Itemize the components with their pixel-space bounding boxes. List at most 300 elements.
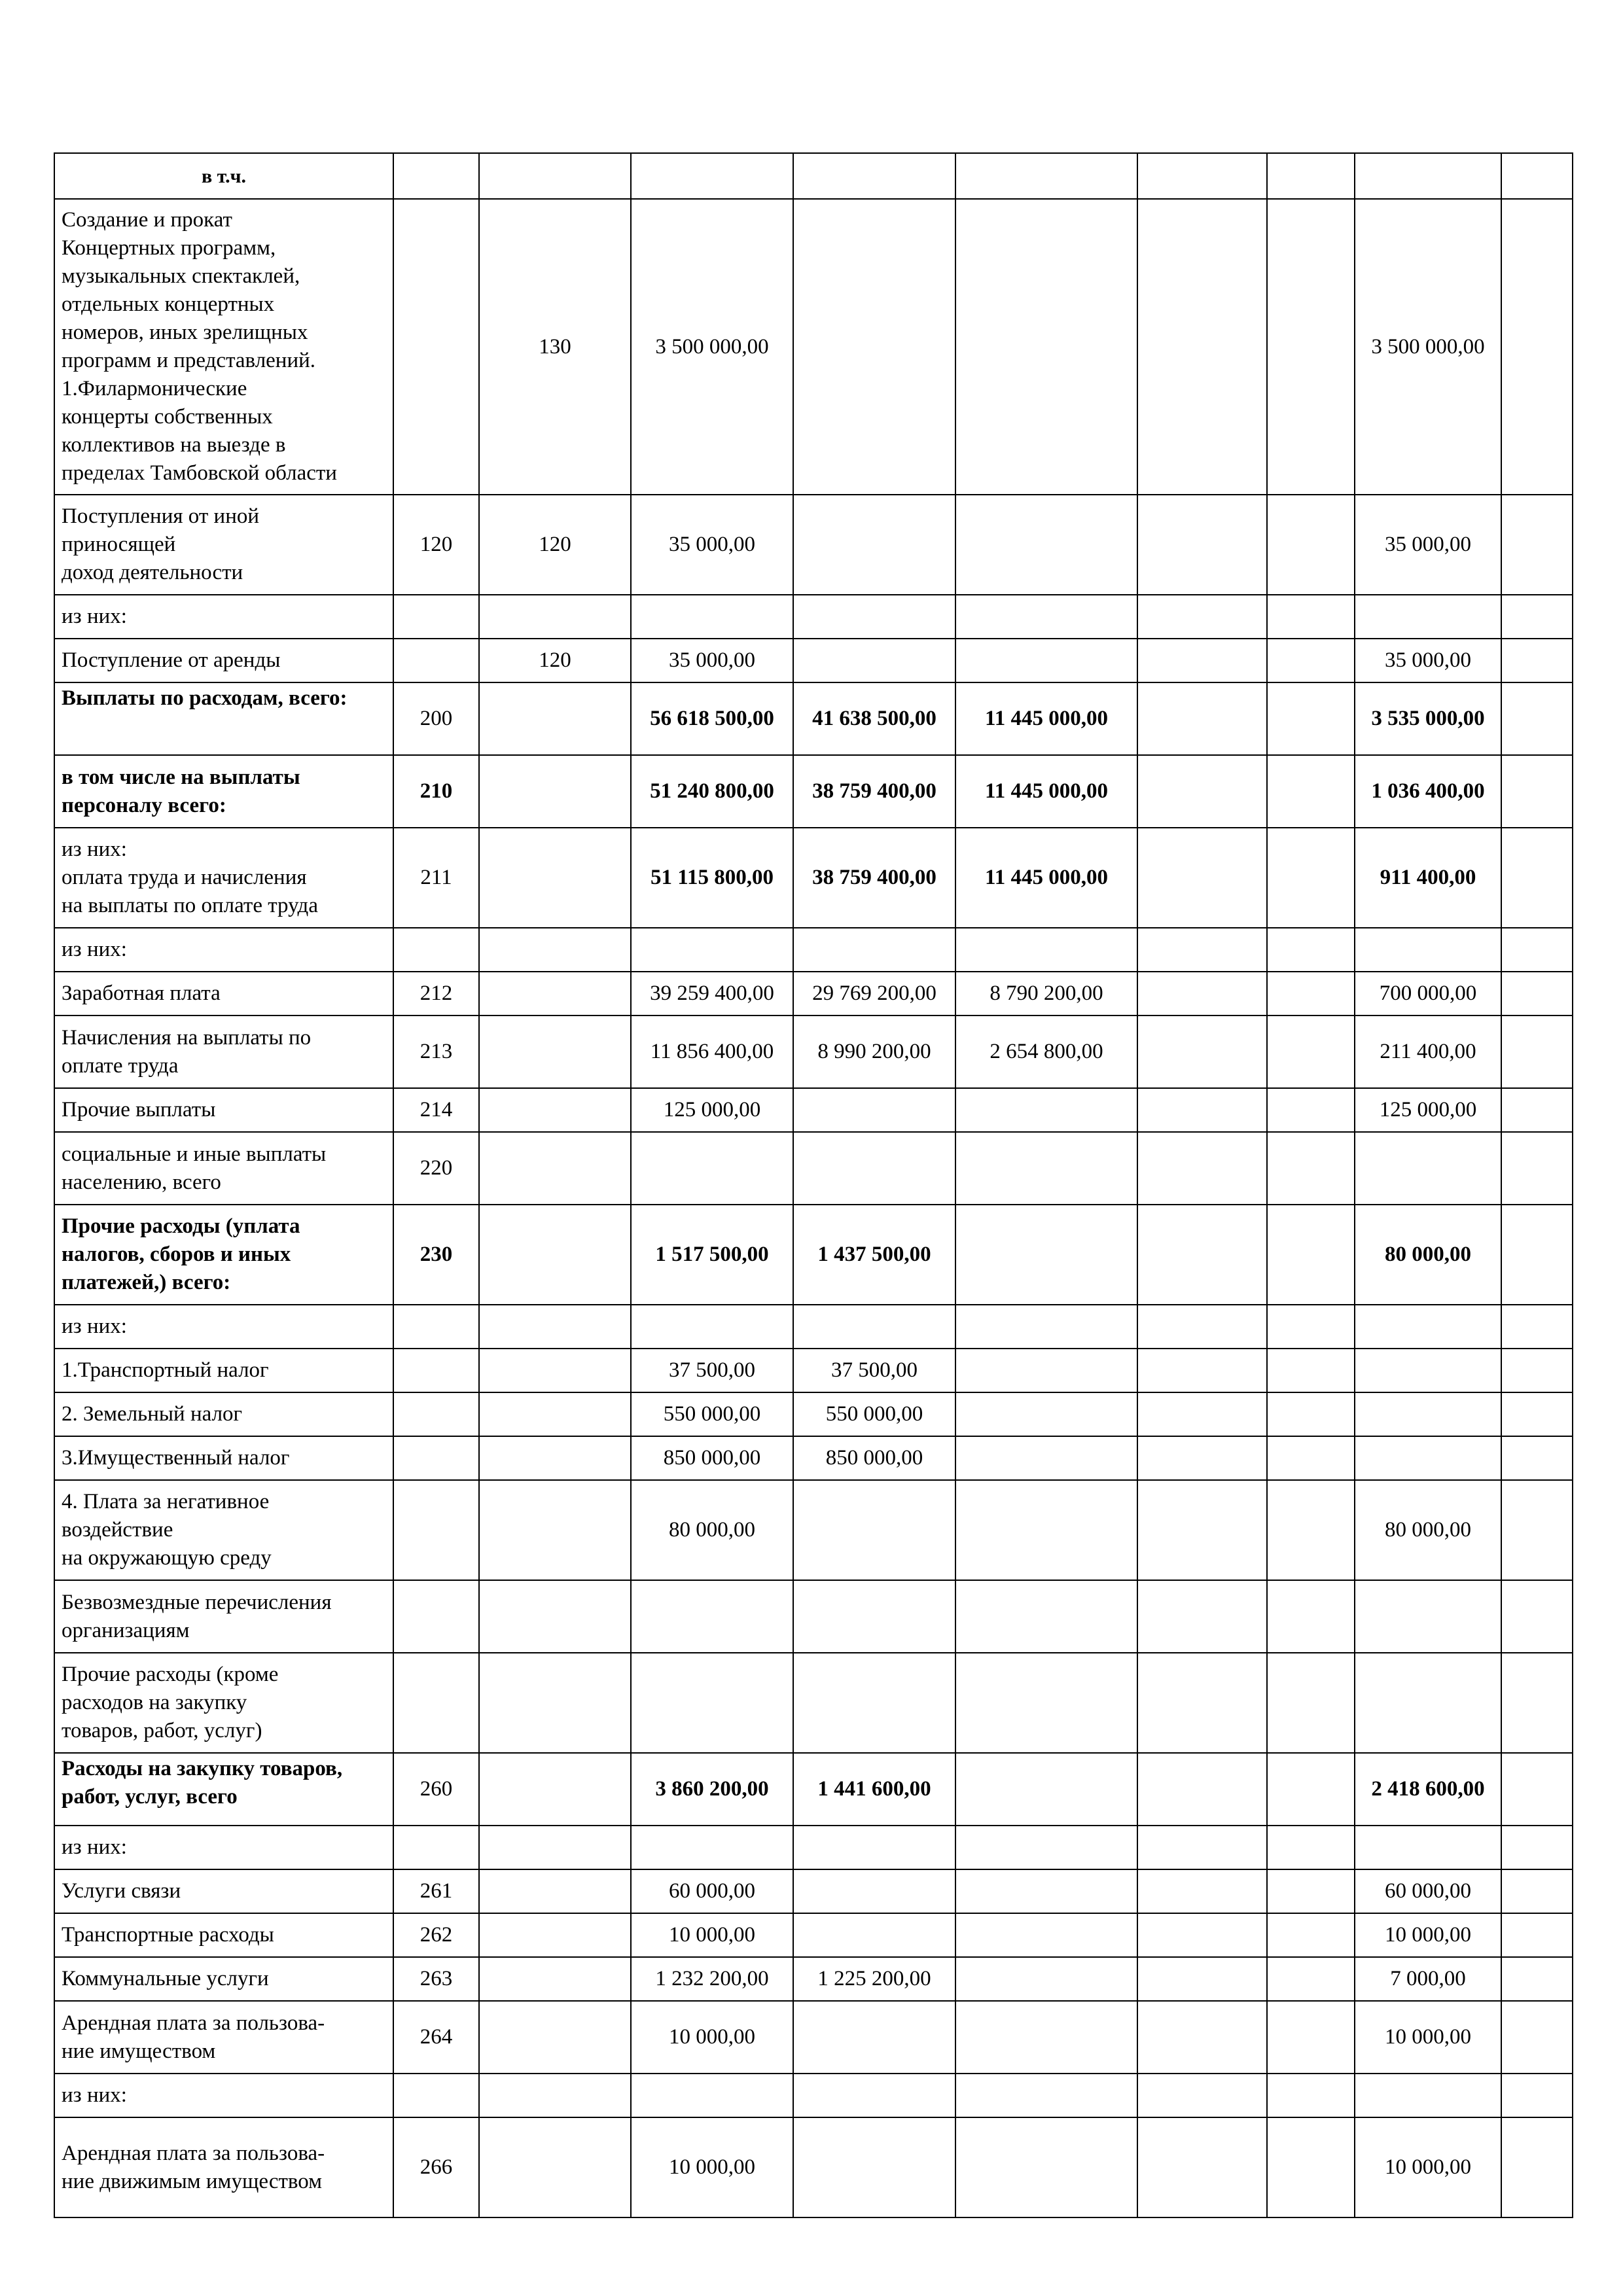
value-cell xyxy=(1267,1957,1355,2001)
value-cell xyxy=(793,1826,955,1869)
value-cell xyxy=(793,1913,955,1957)
row-label: 2. Земельный налог xyxy=(54,1392,393,1436)
value-cell xyxy=(1501,1826,1573,1869)
value-cell xyxy=(1355,1392,1501,1436)
value-cell: 38 759 400,00 xyxy=(793,755,955,828)
value-cell: 3 535 000,00 xyxy=(1355,682,1501,755)
value-cell xyxy=(1355,1305,1501,1349)
value-cell xyxy=(1137,1088,1267,1132)
row-label: Безвозмездные перечисления организациям xyxy=(54,1580,393,1653)
value-cell xyxy=(955,1132,1137,1205)
table-row xyxy=(54,1653,1573,1753)
value-cell xyxy=(793,1480,955,1580)
total-cell xyxy=(631,153,793,199)
table-row xyxy=(54,199,1573,495)
value-cell: 7 000,00 xyxy=(1355,1957,1501,2001)
value-cell: 1 036 400,00 xyxy=(1355,755,1501,828)
value-cell xyxy=(955,2074,1137,2117)
value-cell xyxy=(1267,928,1355,972)
row-label: Начисления на выплаты по оплате труда xyxy=(54,1016,393,1088)
value-cell xyxy=(1267,1653,1355,1753)
value-cell xyxy=(1267,1088,1355,1132)
value-cell xyxy=(955,639,1137,682)
value-cell xyxy=(1267,1480,1355,1580)
value-cell xyxy=(1267,972,1355,1016)
value-cell xyxy=(955,1436,1137,1480)
table-row xyxy=(54,828,1573,928)
value-cell xyxy=(1267,1205,1355,1305)
kosgu-cell: 120 xyxy=(479,495,631,595)
value-cell xyxy=(1137,1957,1267,2001)
value-cell: 850 000,00 xyxy=(793,1436,955,1480)
kosgu-cell xyxy=(479,1349,631,1392)
value-cell xyxy=(1501,755,1573,828)
value-cell xyxy=(1137,1392,1267,1436)
value-cell xyxy=(793,1580,955,1653)
value-cell xyxy=(1355,153,1501,199)
total-cell: 10 000,00 xyxy=(631,2001,793,2074)
value-cell xyxy=(955,1580,1137,1653)
value-cell xyxy=(955,1653,1137,1753)
value-cell xyxy=(955,495,1137,595)
code-cell xyxy=(393,1580,479,1653)
value-cell xyxy=(793,639,955,682)
row-label: Прочие расходы (уплата налогов, сборов и иных платежей,) всего: xyxy=(54,1205,393,1305)
value-cell xyxy=(1501,153,1573,199)
value-cell xyxy=(1501,595,1573,639)
code-cell: 211 xyxy=(393,828,479,928)
value-cell xyxy=(1501,1392,1573,1436)
kosgu-cell xyxy=(479,1580,631,1653)
total-cell: 35 000,00 xyxy=(631,639,793,682)
value-cell xyxy=(1267,1869,1355,1913)
row-label: в том числе на выплаты персоналу всего: xyxy=(54,755,393,828)
value-cell xyxy=(955,1349,1137,1392)
kosgu-cell xyxy=(479,1392,631,1436)
value-cell xyxy=(1501,1305,1573,1349)
value-cell xyxy=(1137,1436,1267,1480)
value-cell xyxy=(1137,2074,1267,2117)
value-cell xyxy=(1137,1016,1267,1088)
value-cell xyxy=(955,1480,1137,1580)
table-row xyxy=(54,1392,1573,1436)
value-cell xyxy=(1267,1436,1355,1480)
value-cell: 35 000,00 xyxy=(1355,639,1501,682)
code-cell: 266 xyxy=(393,2117,479,2217)
row-label: Арендная плата за пользова- ние имуществом xyxy=(54,2001,393,2074)
value-cell: 1 441 600,00 xyxy=(793,1753,955,1826)
table-row xyxy=(54,1132,1573,1205)
kosgu-cell xyxy=(479,1205,631,1305)
value-cell: 125 000,00 xyxy=(1355,1088,1501,1132)
value-cell xyxy=(955,1869,1137,1913)
row-label: Прочие выплаты xyxy=(54,1088,393,1132)
value-cell: 11 445 000,00 xyxy=(955,828,1137,928)
table-row xyxy=(54,153,1573,199)
table-row xyxy=(54,595,1573,639)
value-cell xyxy=(1137,1480,1267,1580)
code-cell: 210 xyxy=(393,755,479,828)
value-cell: 80 000,00 xyxy=(1355,1480,1501,1580)
value-cell xyxy=(1501,2117,1573,2217)
value-cell xyxy=(1501,1480,1573,1580)
value-cell xyxy=(1137,682,1267,755)
value-cell xyxy=(1501,1436,1573,1480)
value-cell: 1 437 500,00 xyxy=(793,1205,955,1305)
code-cell: 214 xyxy=(393,1088,479,1132)
value-cell: 37 500,00 xyxy=(793,1349,955,1392)
code-cell xyxy=(393,639,479,682)
table-row xyxy=(54,1305,1573,1349)
table-row xyxy=(54,755,1573,828)
value-cell xyxy=(1137,2117,1267,2217)
code-cell: 230 xyxy=(393,1205,479,1305)
value-cell xyxy=(1355,928,1501,972)
table-row xyxy=(54,1205,1573,1305)
total-cell: 125 000,00 xyxy=(631,1088,793,1132)
table-row xyxy=(54,495,1573,595)
value-cell xyxy=(793,153,955,199)
total-cell xyxy=(631,595,793,639)
value-cell xyxy=(1267,495,1355,595)
kosgu-cell xyxy=(479,928,631,972)
value-cell xyxy=(955,1305,1137,1349)
value-cell xyxy=(1267,153,1355,199)
value-cell xyxy=(1355,2074,1501,2117)
code-cell: 264 xyxy=(393,2001,479,2074)
total-cell xyxy=(631,2074,793,2117)
kosgu-cell xyxy=(479,1088,631,1132)
value-cell xyxy=(793,2117,955,2217)
value-cell xyxy=(1267,2117,1355,2217)
value-cell xyxy=(1501,928,1573,972)
table-row xyxy=(54,1016,1573,1088)
value-cell xyxy=(955,595,1137,639)
kosgu-cell xyxy=(479,1480,631,1580)
total-cell: 3 500 000,00 xyxy=(631,199,793,495)
value-cell xyxy=(955,1205,1137,1305)
value-cell xyxy=(955,1753,1137,1826)
value-cell xyxy=(1355,1436,1501,1480)
row-label: Прочие расходы (кроме расходов на закупку товаров, работ, услуг) xyxy=(54,1653,393,1753)
value-cell xyxy=(1267,199,1355,495)
total-cell: 1 232 200,00 xyxy=(631,1957,793,2001)
code-cell: 212 xyxy=(393,972,479,1016)
total-cell: 10 000,00 xyxy=(631,2117,793,2217)
value-cell: 8 990 200,00 xyxy=(793,1016,955,1088)
total-cell: 35 000,00 xyxy=(631,495,793,595)
value-cell: 10 000,00 xyxy=(1355,2001,1501,2074)
value-cell xyxy=(1267,2074,1355,2117)
value-cell: 2 654 800,00 xyxy=(955,1016,1137,1088)
code-cell xyxy=(393,2074,479,2117)
code-cell: 220 xyxy=(393,1132,479,1205)
value-cell xyxy=(1137,1580,1267,1653)
value-cell: 35 000,00 xyxy=(1355,495,1501,595)
value-cell xyxy=(955,1826,1137,1869)
value-cell xyxy=(1267,1392,1355,1436)
code-cell: 260 xyxy=(393,1753,479,1826)
value-cell xyxy=(955,1088,1137,1132)
value-cell xyxy=(1501,1349,1573,1392)
total-cell xyxy=(631,1653,793,1753)
table-row xyxy=(54,2074,1573,2117)
value-cell: 3 500 000,00 xyxy=(1355,199,1501,495)
value-cell xyxy=(1501,2074,1573,2117)
total-cell: 550 000,00 xyxy=(631,1392,793,1436)
row-label: из них: xyxy=(54,928,393,972)
kosgu-cell xyxy=(479,2001,631,2074)
row-label: Создание и прокат Концертных программ, музыкальных спектаклей, отдельных концертных номеров, иных зрелищных программ и представлений. 1.Филармонические концерты собственных коллективов на выезде в пределах Тамбовской области xyxy=(54,199,393,495)
value-cell xyxy=(793,495,955,595)
kosgu-cell xyxy=(479,1436,631,1480)
code-cell xyxy=(393,1826,479,1869)
kosgu-cell xyxy=(479,972,631,1016)
value-cell: 8 790 200,00 xyxy=(955,972,1137,1016)
kosgu-cell xyxy=(479,1016,631,1088)
value-cell: 60 000,00 xyxy=(1355,1869,1501,1913)
row-label: Арендная плата за пользова- ние движимым имуществом xyxy=(54,2117,393,2217)
value-cell xyxy=(1137,1753,1267,1826)
value-cell xyxy=(1267,2001,1355,2074)
total-cell xyxy=(631,928,793,972)
value-cell xyxy=(1267,828,1355,928)
value-cell xyxy=(1137,1913,1267,1957)
kosgu-cell: 130 xyxy=(479,199,631,495)
row-label: Услуги связи xyxy=(54,1869,393,1913)
value-cell: 911 400,00 xyxy=(1355,828,1501,928)
value-cell: 1 225 200,00 xyxy=(793,1957,955,2001)
table-row xyxy=(54,1480,1573,1580)
value-cell xyxy=(1501,1653,1573,1753)
total-cell: 39 259 400,00 xyxy=(631,972,793,1016)
value-cell xyxy=(955,2117,1137,2217)
financial-plan-table xyxy=(54,152,1573,2218)
kosgu-cell xyxy=(479,1132,631,1205)
value-cell xyxy=(1501,972,1573,1016)
value-cell xyxy=(1501,1753,1573,1826)
value-cell xyxy=(1137,1653,1267,1753)
value-cell xyxy=(1137,1132,1267,1205)
value-cell xyxy=(1267,682,1355,755)
table-row xyxy=(54,2001,1573,2074)
value-cell xyxy=(793,2074,955,2117)
code-cell xyxy=(393,928,479,972)
row-label: из них: xyxy=(54,595,393,639)
value-cell xyxy=(1267,1913,1355,1957)
value-cell xyxy=(1137,639,1267,682)
value-cell xyxy=(955,1913,1137,1957)
kosgu-cell xyxy=(479,1869,631,1913)
row-label: социальные и иные выплаты населению, всего xyxy=(54,1132,393,1205)
value-cell xyxy=(1137,199,1267,495)
value-cell xyxy=(1501,495,1573,595)
value-cell xyxy=(1355,1580,1501,1653)
table-row xyxy=(54,682,1573,755)
table-row xyxy=(54,639,1573,682)
code-cell: 261 xyxy=(393,1869,479,1913)
value-cell: 550 000,00 xyxy=(793,1392,955,1436)
value-cell: 41 638 500,00 xyxy=(793,682,955,755)
kosgu-cell xyxy=(479,1826,631,1869)
kosgu-cell xyxy=(479,2074,631,2117)
value-cell xyxy=(793,199,955,495)
value-cell xyxy=(1137,755,1267,828)
total-cell: 11 856 400,00 xyxy=(631,1016,793,1088)
value-cell: 10 000,00 xyxy=(1355,2117,1501,2217)
value-cell xyxy=(1267,1132,1355,1205)
value-cell xyxy=(1267,1016,1355,1088)
row-label: Поступления от иной приносящей доход деятельности xyxy=(54,495,393,595)
code-cell: 200 xyxy=(393,682,479,755)
value-cell xyxy=(1355,1132,1501,1205)
value-cell xyxy=(1501,1205,1573,1305)
value-cell xyxy=(1355,1826,1501,1869)
value-cell xyxy=(1501,2001,1573,2074)
value-cell: 38 759 400,00 xyxy=(793,828,955,928)
value-cell xyxy=(793,1088,955,1132)
kosgu-cell xyxy=(479,1753,631,1826)
value-cell xyxy=(1267,1349,1355,1392)
value-cell: 11 445 000,00 xyxy=(955,755,1137,828)
row-label: 3.Имущественный налог xyxy=(54,1436,393,1480)
table-row xyxy=(54,972,1573,1016)
value-cell xyxy=(793,595,955,639)
kosgu-cell xyxy=(479,755,631,828)
code-cell: 213 xyxy=(393,1016,479,1088)
table-row xyxy=(54,1869,1573,1913)
code-cell: 262 xyxy=(393,1913,479,1957)
value-cell xyxy=(1137,828,1267,928)
total-cell xyxy=(631,1580,793,1653)
total-cell: 60 000,00 xyxy=(631,1869,793,1913)
code-cell xyxy=(393,1653,479,1753)
value-cell xyxy=(793,928,955,972)
kosgu-cell xyxy=(479,1957,631,2001)
row-label: из них: xyxy=(54,2074,393,2117)
row-label: Транспортные расходы xyxy=(54,1913,393,1957)
value-cell xyxy=(1137,153,1267,199)
value-cell xyxy=(1267,595,1355,639)
value-cell xyxy=(1267,755,1355,828)
value-cell xyxy=(793,1869,955,1913)
value-cell: 11 445 000,00 xyxy=(955,682,1137,755)
table-row xyxy=(54,1753,1573,1826)
kosgu-cell xyxy=(479,682,631,755)
code-cell: 120 xyxy=(393,495,479,595)
value-cell xyxy=(1501,1580,1573,1653)
kosgu-cell xyxy=(479,828,631,928)
table-row xyxy=(54,1913,1573,1957)
code-cell xyxy=(393,595,479,639)
table-row xyxy=(54,1088,1573,1132)
row-label: из них: оплата труда и начисления на выплаты по оплате труда xyxy=(54,828,393,928)
table-row xyxy=(54,1349,1573,1392)
value-cell: 29 769 200,00 xyxy=(793,972,955,1016)
row-label: из них: xyxy=(54,1826,393,1869)
total-cell: 80 000,00 xyxy=(631,1480,793,1580)
value-cell xyxy=(1267,1305,1355,1349)
value-cell xyxy=(1137,928,1267,972)
value-cell xyxy=(1137,1205,1267,1305)
table-row xyxy=(54,1957,1573,2001)
code-cell xyxy=(393,1480,479,1580)
value-cell xyxy=(955,928,1137,972)
code-cell xyxy=(393,1436,479,1480)
row-label: в т.ч. xyxy=(54,153,393,199)
code-cell: 263 xyxy=(393,1957,479,2001)
code-cell xyxy=(393,1305,479,1349)
code-cell xyxy=(393,153,479,199)
value-cell: 211 400,00 xyxy=(1355,1016,1501,1088)
total-cell: 10 000,00 xyxy=(631,1913,793,1957)
total-cell: 1 517 500,00 xyxy=(631,1205,793,1305)
value-cell xyxy=(1501,1913,1573,1957)
value-cell xyxy=(1137,595,1267,639)
value-cell: 2 418 600,00 xyxy=(1355,1753,1501,1826)
value-cell xyxy=(1501,828,1573,928)
value-cell xyxy=(1267,1826,1355,1869)
code-cell xyxy=(393,1392,479,1436)
row-label: Заработная плата xyxy=(54,972,393,1016)
total-cell: 51 115 800,00 xyxy=(631,828,793,928)
table-row xyxy=(54,928,1573,972)
table-row xyxy=(54,1580,1573,1653)
value-cell xyxy=(955,1392,1137,1436)
value-cell xyxy=(1137,2001,1267,2074)
total-cell: 3 860 200,00 xyxy=(631,1753,793,1826)
value-cell xyxy=(1501,199,1573,495)
total-cell: 51 240 800,00 xyxy=(631,755,793,828)
value-cell xyxy=(1501,682,1573,755)
row-label: 1.Транспортный налог xyxy=(54,1349,393,1392)
value-cell xyxy=(793,2001,955,2074)
value-cell xyxy=(1355,595,1501,639)
row-label: Выплаты по расходам, всего: xyxy=(54,682,393,755)
value-cell xyxy=(1137,1826,1267,1869)
value-cell xyxy=(1267,1580,1355,1653)
value-cell xyxy=(1137,495,1267,595)
table-row xyxy=(54,2117,1573,2217)
table-row xyxy=(54,1826,1573,1869)
value-cell xyxy=(1501,1869,1573,1913)
total-cell: 56 618 500,00 xyxy=(631,682,793,755)
kosgu-cell xyxy=(479,2117,631,2217)
table-row xyxy=(54,1436,1573,1480)
kosgu-cell xyxy=(479,1305,631,1349)
kosgu-cell xyxy=(479,153,631,199)
value-cell xyxy=(1501,639,1573,682)
value-cell xyxy=(1355,1349,1501,1392)
kosgu-cell: 120 xyxy=(479,639,631,682)
value-cell xyxy=(1501,1088,1573,1132)
kosgu-cell xyxy=(479,1653,631,1753)
row-label: из них: xyxy=(54,1305,393,1349)
value-cell xyxy=(793,1132,955,1205)
value-cell xyxy=(1137,1305,1267,1349)
value-cell xyxy=(955,2001,1137,2074)
row-label: Поступление от аренды xyxy=(54,639,393,682)
value-cell xyxy=(793,1305,955,1349)
value-cell xyxy=(1267,1753,1355,1826)
value-cell xyxy=(1137,972,1267,1016)
value-cell xyxy=(1137,1349,1267,1392)
value-cell xyxy=(793,1653,955,1753)
value-cell xyxy=(955,1957,1137,2001)
kosgu-cell xyxy=(479,595,631,639)
value-cell xyxy=(1137,1869,1267,1913)
value-cell: 10 000,00 xyxy=(1355,1913,1501,1957)
